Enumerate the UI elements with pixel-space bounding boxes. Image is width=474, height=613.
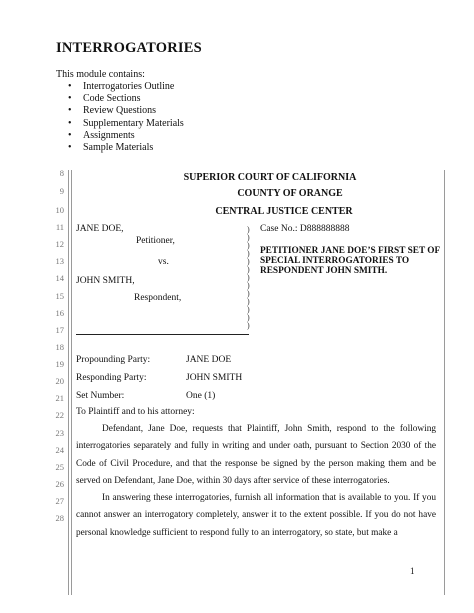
court-center: CENTRAL JUSTICE CENTER: [215, 206, 353, 217]
margin-rule: [71, 170, 72, 595]
list-item: [68, 118, 184, 130]
salutation: To Plaintiff and to his attorney:: [76, 407, 195, 417]
caption-brace: ): [247, 289, 250, 298]
line-number: 17: [55, 325, 64, 335]
list-item: [68, 93, 184, 105]
respondent-name: JOHN SMITH,: [76, 276, 135, 286]
list-item: [68, 142, 184, 154]
list-item: [68, 105, 184, 117]
caption-brace: ): [247, 273, 250, 282]
list-item-label: Assignments: [83, 129, 135, 141]
caption-brace: ): [247, 313, 250, 322]
line-number: 10: [55, 205, 64, 215]
line-number: 28: [55, 513, 64, 523]
caption-brace: ): [247, 241, 250, 250]
caption-brace: ): [247, 281, 250, 290]
responding-party-value: JOHN SMITH: [186, 373, 243, 383]
versus-label: vs.: [158, 257, 169, 267]
bullet-icon: •: [68, 105, 72, 117]
line-number: 19: [55, 359, 64, 369]
line-number: 13: [55, 256, 64, 266]
line-number: 22: [55, 410, 64, 420]
bullet-icon: •: [68, 117, 72, 129]
caption-brace: ): [247, 297, 250, 306]
bullet-icon: •: [68, 129, 72, 141]
answering-paragraph: In answering these interrogatories, furnish all information that is available to you. If you cannot answer an interrogatory completely, answer it to the extent possible. If you do not have personal knowledge sufficient to respond fully to an interrogatory, so state, but make a: [76, 493, 436, 538]
line-number: 18: [55, 342, 64, 352]
respondent-role: Respondent,: [134, 293, 182, 303]
list-item: [68, 130, 184, 142]
bullet-icon: •: [68, 93, 72, 105]
list-item: [68, 81, 184, 93]
list-item-label: Review Questions: [83, 105, 157, 117]
court-name: SUPERIOR COURT OF CALIFORNIA: [183, 172, 357, 183]
set-number-value: One (1): [186, 391, 216, 401]
list-item-label: Supplementary Materials: [83, 117, 184, 129]
caption-brace: ): [247, 265, 250, 274]
petitioner-role: Petitioner,: [136, 236, 175, 246]
caption-brace: ): [247, 225, 250, 234]
case-number: Case No.: D888888888: [260, 224, 350, 234]
line-number: 27: [55, 496, 64, 506]
caption-brace: ): [247, 257, 250, 266]
petitioner-name: JANE DOE,: [76, 224, 124, 234]
line-number: 20: [55, 376, 64, 386]
list-item-label: Code Sections: [83, 93, 141, 105]
line-number: 11: [55, 222, 64, 232]
line-number: 12: [55, 239, 64, 249]
line-number: 16: [55, 308, 64, 318]
line-number: 24: [55, 445, 64, 455]
responding-party-label: Responding Party:: [76, 373, 147, 383]
caption-brace: ): [247, 321, 250, 330]
list-item-label: Sample Materials: [83, 142, 154, 154]
line-number: 26: [55, 479, 64, 489]
bullet-icon: •: [68, 142, 72, 154]
caption-brace: ): [247, 233, 250, 242]
propounding-party-label: Propounding Party:: [76, 355, 151, 365]
module-contents-list: [68, 81, 184, 154]
line-number: 8: [59, 168, 64, 178]
line-number: 21: [55, 393, 64, 403]
margin-rule: [68, 170, 69, 595]
line-number: 9: [59, 186, 64, 196]
line-number: 23: [55, 428, 64, 438]
page-title: INTERROGATORIES: [56, 40, 202, 56]
caption-brace: ): [247, 249, 250, 258]
list-item-label: Interrogatories Outline: [83, 81, 175, 92]
line-number: 14: [55, 273, 64, 283]
instructions-paragraph: Defendant, Jane Doe, requests that Plaintiff, John Smith, respond to the following interrogatories separately and fully in writing and under oath, pursuant to Section 2030 of the Code of Civil Procedure, and that the response be signed by the person making them and be served on Defendant, Jane Doe, within 30 days after service of these interrogatories.: [76, 424, 436, 487]
set-number-label: Set Number:: [76, 391, 125, 401]
line-number: 15: [55, 291, 64, 301]
pleading-document-title: PETITIONER JANE DOE’S FIRST SET OF SPECIAL INTERROGATORIES TO RESPONDENT JOHN SMITH.: [260, 246, 440, 276]
margin-rule: [444, 170, 445, 595]
bullet-icon: •: [68, 81, 72, 92]
propounding-party-value: JANE DOE: [186, 355, 232, 365]
caption-brace: ): [247, 305, 250, 314]
page-number: 1: [410, 566, 415, 576]
court-county: COUNTY OF ORANGE: [237, 188, 343, 199]
caption-divider: [76, 334, 249, 335]
line-number: 25: [55, 462, 64, 472]
module-intro: This module contains:: [56, 69, 145, 80]
